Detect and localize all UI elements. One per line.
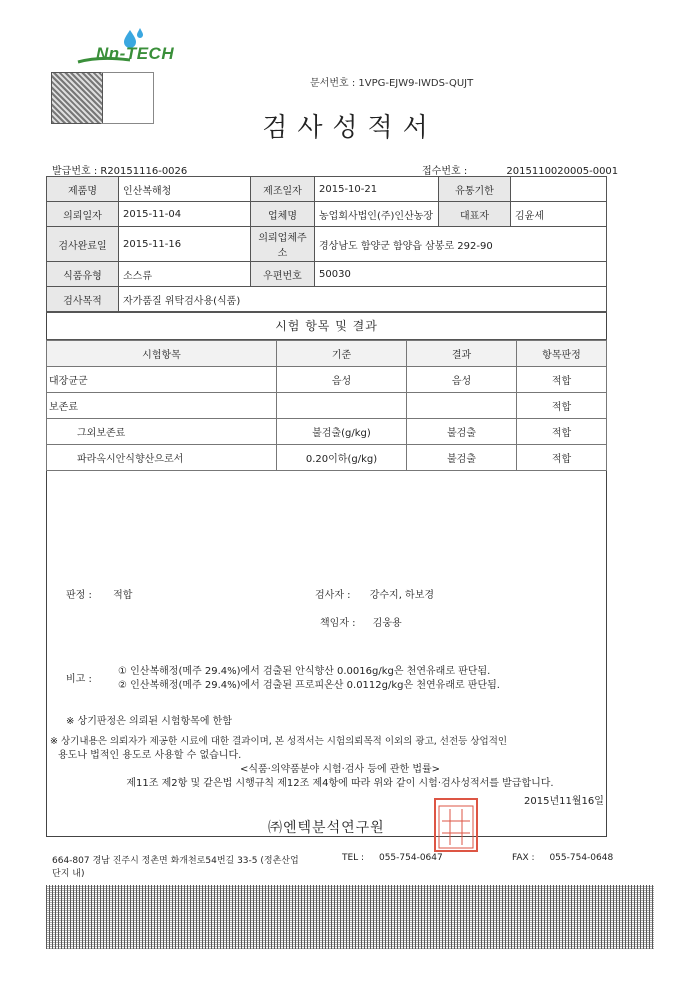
result: 음성 <box>407 367 517 393</box>
food-type: 소스류 <box>119 262 251 287</box>
company: 농업회사법인(주)인산농장 <box>315 202 439 227</box>
postal-label: 우편번호 <box>251 262 315 287</box>
page-title: 검사성적서 <box>262 113 438 143</box>
request-date-label: 의뢰일자 <box>47 202 119 227</box>
table-row <box>47 445 607 471</box>
results-table <box>46 340 607 471</box>
result <box>407 393 517 419</box>
food-type-label: 식품유형 <box>47 262 119 287</box>
header-judgment: 항목판정 <box>517 341 607 367</box>
header-standard: 기준 <box>277 341 407 367</box>
header-test-item: 시험항목 <box>47 341 277 367</box>
result: 불검출 <box>407 445 517 471</box>
table-row <box>47 393 607 419</box>
remark-line-2: ② 인산복해정(메주 29.4%)에서 검출된 프로피온산 0.0112g/kg은 천연유래로 판단됨. <box>118 680 500 691</box>
footer-address-line-2: 단지 내) <box>52 869 85 879</box>
verdict-label: 판정 : <box>66 590 92 601</box>
results-header-row <box>47 341 607 367</box>
drop-small-icon <box>137 28 143 38</box>
note-2a: ※ 상기내용은 의뢰자가 제공한 시료에 대한 결과이며, 본 성적서는 시험의뢰목적 이외의 광고, 선전등 상업적인 <box>50 736 508 747</box>
footer-fax <box>512 853 613 863</box>
remark-line-1: ① 인산복해정(메주 29.4%)에서 검출된 안식향산 0.0016g/kg은 천연유래로 판단됨. <box>118 666 491 677</box>
results-section-title: 시험 항목 및 결과 <box>46 312 607 340</box>
expiry-label: 유통기한 <box>439 177 511 202</box>
inspector <box>315 586 434 601</box>
table-row <box>47 419 607 445</box>
receipt-number <box>422 162 618 177</box>
law-text: 제11조 제2항 및 같은법 시행규칙 제12조 제4항에 따라 위와 같이 시험·검사성적서를 발급합니다. <box>126 778 554 789</box>
standard <box>277 393 407 419</box>
info-row <box>47 262 607 287</box>
test-item: 보존료 <box>47 393 277 419</box>
completion-date: 2015-11-16 <box>119 227 251 262</box>
fax-label: FAX : <box>512 853 535 863</box>
purpose: 자가품질 위탁검사용(식품) <box>119 287 607 312</box>
receipt-label: 접수번호 : <box>422 166 468 177</box>
company-seal <box>434 798 478 852</box>
fax-value: 055-754-0648 <box>549 853 614 863</box>
receipt-value: 2015110020005-0001 <box>506 166 619 177</box>
info-row <box>47 287 607 312</box>
manager <box>320 614 402 629</box>
test-item: 대장균군 <box>47 367 277 393</box>
result: 불검출 <box>407 419 517 445</box>
document-number: 문서번호 : 1VPG-EJW9-IWDS-QUJT <box>310 78 474 89</box>
inspector-value: 강수지, 하보경 <box>369 590 435 601</box>
manufacture-date-label: 제조일자 <box>251 177 315 202</box>
info-row <box>47 177 607 202</box>
remarks-label: 비고 : <box>66 674 92 685</box>
address: 경상남도 함양군 함양읍 삼봉로 292-90 <box>315 227 607 262</box>
judgment: 적합 <box>517 367 607 393</box>
verdict-value: 적합 <box>113 590 133 601</box>
completion-date-label: 검사완료일 <box>47 227 119 262</box>
footer-address-line-1: 664-807 경남 진주시 정촌면 화개천로54번길 33-5 (정촌산업 <box>52 856 299 866</box>
table-row <box>47 367 607 393</box>
company-name: ㈜엔텍분석연구원 <box>268 820 385 836</box>
manager-label: 책임자 : <box>320 618 356 629</box>
footer-address <box>52 853 299 879</box>
manager-value: 김웅용 <box>372 618 402 629</box>
header-result: 결과 <box>407 341 517 367</box>
tel-value: 055-754-0647 <box>378 853 443 863</box>
issue-date: 2015년11월16일 <box>524 796 604 807</box>
inspector-label: 검사자 : <box>315 590 351 601</box>
postal: 50030 <box>315 262 607 287</box>
representative-label: 대표자 <box>439 202 511 227</box>
test-item: 파라옥시안식향산으로서 <box>47 445 277 471</box>
request-date: 2015-11-04 <box>119 202 251 227</box>
purpose-label: 검사목적 <box>47 287 119 312</box>
tel-label: TEL : <box>342 853 365 863</box>
issue-number: 발급번호 : R20151116-0026 <box>52 166 188 177</box>
law-title: <식품·의약품분야 시험·검사 등에 관한 법률> <box>239 764 441 775</box>
security-pattern <box>46 885 654 949</box>
expiry <box>511 177 607 202</box>
judgment: 적합 <box>517 393 607 419</box>
note-1: ※ 상기판정은 의뢰된 시험항목에 한함 <box>66 716 232 727</box>
representative: 김윤세 <box>511 202 607 227</box>
product-name: 인산복해청 <box>119 177 251 202</box>
logo-text: Nn-TECH <box>96 44 175 63</box>
judgment: 적합 <box>517 419 607 445</box>
test-item: 그외보존료 <box>47 419 277 445</box>
verdict <box>66 586 132 601</box>
info-row <box>47 227 607 262</box>
judgment: 적합 <box>517 445 607 471</box>
manufacture-date: 2015-10-21 <box>315 177 439 202</box>
standard: 0.20이하(g/kg) <box>277 445 407 471</box>
standard: 불검출(g/kg) <box>277 419 407 445</box>
product-name-label: 제품명 <box>47 177 119 202</box>
address-label: 의뢰업체주소 <box>251 227 315 262</box>
info-table <box>46 176 607 312</box>
info-row <box>47 202 607 227</box>
company-label: 업체명 <box>251 202 315 227</box>
footer-tel <box>342 853 443 863</box>
standard: 음성 <box>277 367 407 393</box>
note-2b: 용도나 법적인 용도로 사용할 수 없습니다. <box>58 750 242 761</box>
